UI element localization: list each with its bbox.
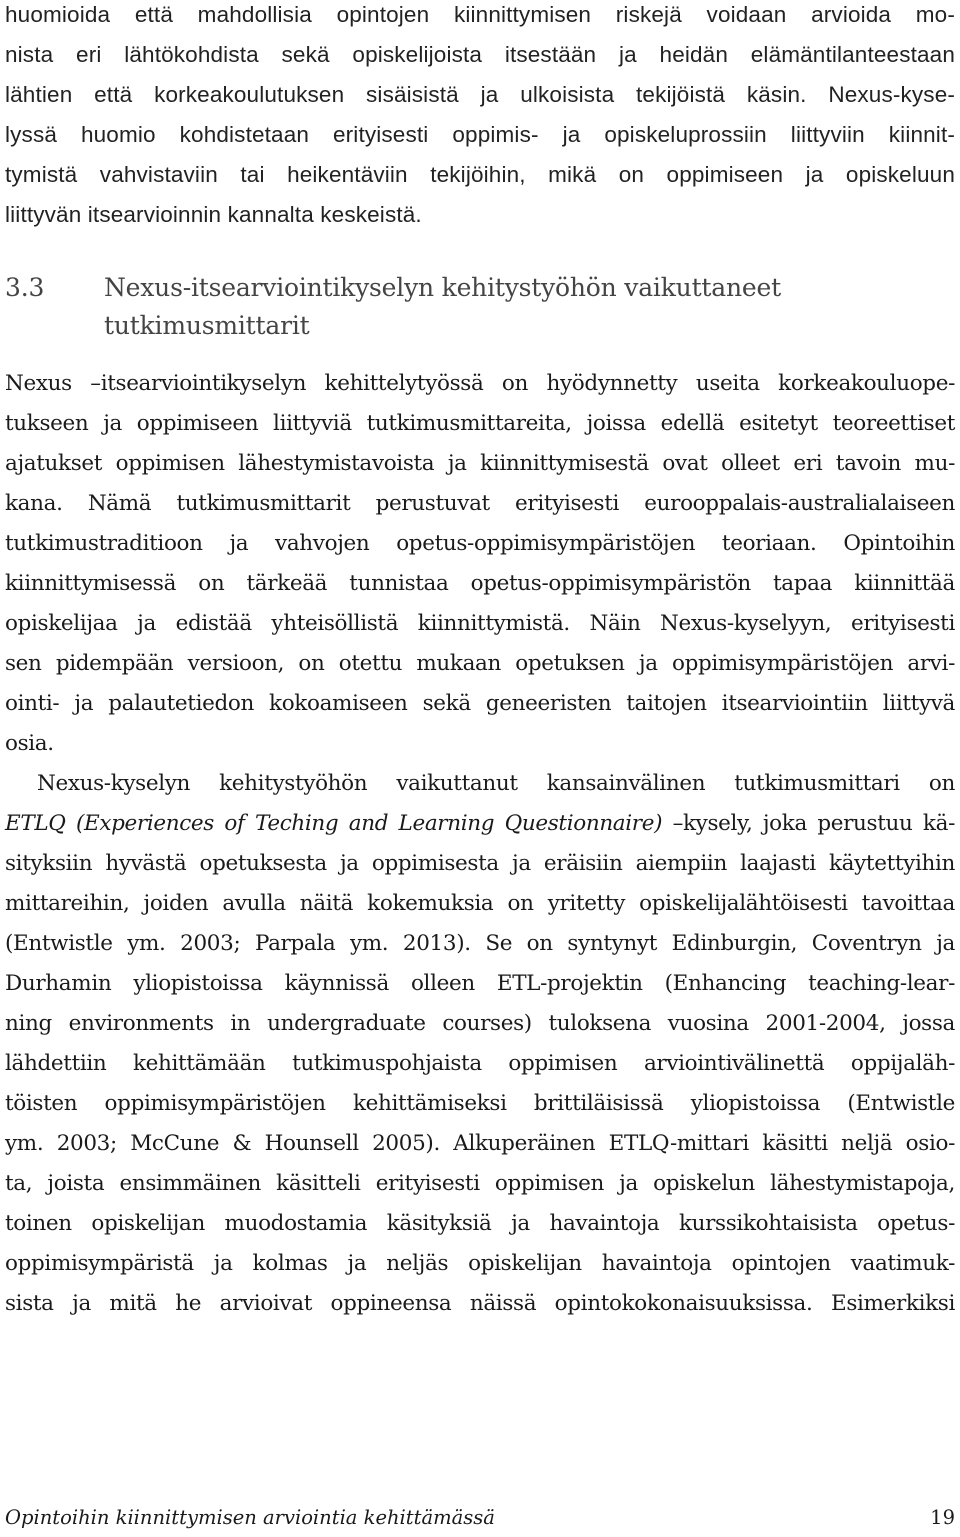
paragraph-line-with-italic (5, 809, 955, 839)
page-number: 19 (930, 1506, 955, 1529)
paragraph-line: ointi- ja palautetiedon kokoamiseen sekä geneeristen taitojen itsearviointiin liittyvä (5, 691, 955, 716)
paragraph-line: ajatukset oppimisen lähestymistavoista ja kiinnittymisestä ovat olleet eri tavoin mu- (5, 451, 955, 476)
running-footer-title: Opintoihin kiinnittymisen arviointia kehittämässä (5, 1506, 495, 1529)
paragraph-line: kana. Nämä tutkimusmittarit perustuvat erityisesti eurooppalais-australialaiseen (5, 491, 955, 516)
paragraph-line: mittareihin, joiden avulla näitä kokemuksia on yritetty opiskelijalähtöisesti tavoittaa (5, 891, 955, 916)
paragraph-line: oppimisympäristä ja kolmas ja neljäs opiskelijan havaintoja opintojen vaatimuk- (5, 1251, 955, 1276)
paragraph-line: (Entwistle ym. 2003; Parpala ym. 2013). Se on syntynyt Edinburgin, Coventryn ja (5, 931, 955, 956)
paragraph-line: sista ja mitä he arvioivat oppineensa näissä opintokokonaisuuksissa. Esimerkiksi (5, 1291, 955, 1316)
intro-line: liittyvän itsearvioinnin kannalta keskeistä. (5, 202, 422, 227)
paragraph-line-rest: –kysely, joka perustuu kä- (662, 811, 955, 836)
etlq-title: ETLQ (Experiences of Teching and Learning Questionnaire) (5, 811, 663, 836)
paragraph-line: ning environments in undergraduate courses) tuloksena vuosina 2001-2004, jossa (5, 1011, 955, 1036)
intro-line: nista eri lähtökohdista sekä opiskelijoista itsestään ja heidän elämäntilanteestaan (5, 42, 955, 67)
section-title-line-1: Nexus-itsearviointikyselyn kehitystyöhön vaikuttaneet (104, 273, 781, 302)
paragraph-line: Nexus –itsearviointikyselyn kehittelytyössä on hyödynnetty useita korkeakouluope- (5, 371, 955, 396)
intro-line: huomioida että mahdollisia opintojen kiinnittymisen riskejä voidaan arvioida mo- (5, 2, 955, 27)
paragraph-line: lähdettiin kehittämään tutkimuspohjaista oppimisen arviointivälinettä oppijaläh- (5, 1051, 955, 1076)
section-number: 3.3 (5, 273, 45, 302)
paragraph-line: ta, joista ensimmäinen käsitteli erityisesti oppimisen ja opiskelun lähestymistapoja, (5, 1171, 955, 1196)
paragraph-line: Durhamin yliopistoissa käynnissä olleen ETL-projektin (Enhancing teaching-lear- (5, 971, 955, 996)
intro-line: tymistä vahvistaviin tai heikentäviin tekijöihin, mikä on oppimiseen ja opiskeluun (5, 162, 955, 187)
paragraph-line: osia. (5, 731, 54, 756)
paragraph-line: kiinnittymisessä on tärkeää tunnistaa opetus-oppimisympäristön tapaa kiinnittää (5, 571, 955, 596)
paragraph-line: sen pidempään versioon, on otettu mukaan opetuksen ja oppimisympäristöjen arvi- (5, 651, 955, 676)
paragraph-line: sityksiin hyvästä opetuksesta ja oppimisesta ja eräisiin aiempiin laajasti käytettyihin (5, 851, 955, 876)
paragraph-line: töisten oppimisympäristöjen kehittämiseksi brittiläisissä yliopistoissa (Entwistle (5, 1091, 955, 1116)
section-title-line-2: tutkimusmittarit (104, 311, 310, 340)
paragraph-line: tutkimustraditioon ja vahvojen opetus-oppimisympäristöjen teoriaan. Opintoihin (5, 531, 955, 556)
intro-line: lähtien että korkeakoulutuksen sisäisistä ja ulkoisista tekijöistä käsin. Nexus-kyse- (5, 82, 955, 107)
paragraph-line: opiskelijaa ja edistää yhteisöllistä kiinnittymistä. Näin Nexus-kyselyyn, erityisesti (5, 611, 955, 636)
paragraph-line: Nexus-kyselyn kehitystyöhön vaikuttanut kansainvälinen tutkimusmittari on (37, 771, 955, 796)
paragraph-line: tukseen ja oppimiseen liittyviä tutkimusmittareita, joissa edellä esitetyt teoreettiset (5, 411, 955, 436)
paragraph-line: toinen opiskelijan muodostamia käsityksiä ja havaintoja kurssikohtaisista opetus- (5, 1211, 955, 1236)
intro-line: lyssä huomio kohdistetaan erityisesti oppimis- ja opiskeluprossiin liittyviin kiinnit- (5, 122, 955, 147)
paragraph-line: ym. 2003; McCune & Hounsell 2005). Alkuperäinen ETLQ-mittari käsitti neljä osio- (5, 1131, 955, 1156)
